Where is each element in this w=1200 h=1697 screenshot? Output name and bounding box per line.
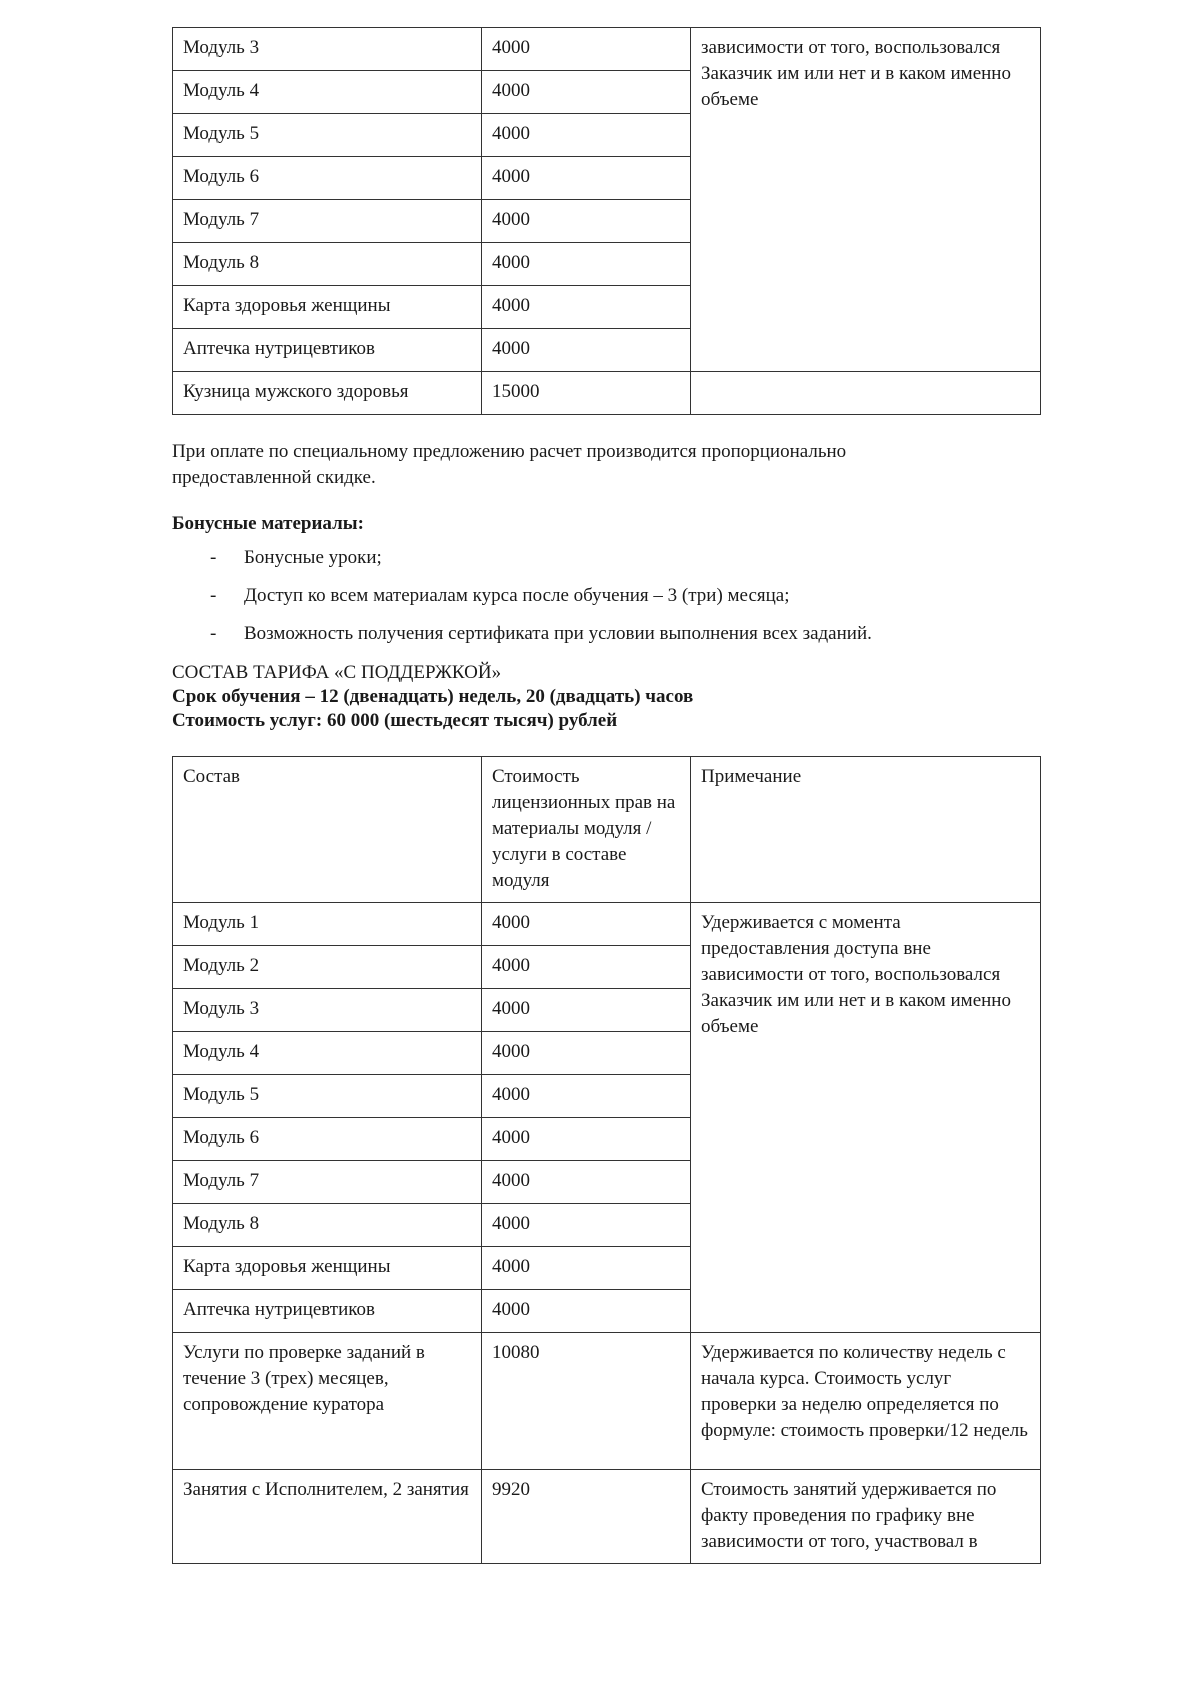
table-cell-price: 4000 bbox=[482, 114, 691, 157]
table-cell-name: Модуль 4 bbox=[173, 71, 482, 114]
table-cell-price: 4000 bbox=[482, 200, 691, 243]
table-cell-price: 4000 bbox=[482, 1161, 691, 1204]
table-cell-price: 4000 bbox=[482, 243, 691, 286]
table-cell-price: 10080 bbox=[482, 1333, 691, 1470]
table-cell-name: Карта здоровья женщины bbox=[173, 286, 482, 329]
table-cell-price: 4000 bbox=[482, 329, 691, 372]
table-cell-name: Модуль 6 bbox=[173, 157, 482, 200]
column-header-note: Примечание bbox=[691, 757, 1041, 903]
table-cell-note: Удерживается по количеству недель с начала курса. Стоимость услуг проверки за неделю определяется по формуле: стоимость проверки/12 недель bbox=[691, 1333, 1041, 1470]
table-cell-price: 4000 bbox=[482, 1032, 691, 1075]
table-cell-name: Модуль 2 bbox=[173, 946, 482, 989]
table-cell-price: 4000 bbox=[482, 286, 691, 329]
list-item: - Доступ ко всем материалам курса после обучения – 3 (три) месяца; bbox=[172, 583, 872, 621]
special-offer-paragraph: При оплате по специальному предложению расчет производится пропорционально предоставленной скидке. bbox=[172, 441, 847, 488]
tariff-cost: Стоимость услуг: 60 000 (шестьдесят тысяч) рублей bbox=[172, 710, 618, 731]
table-cell-name: Модуль 8 bbox=[173, 243, 482, 286]
table-row bbox=[173, 903, 1041, 946]
table-row bbox=[173, 28, 1041, 71]
table-cell-price: 4000 bbox=[482, 28, 691, 71]
table-cell-name: Модуль 6 bbox=[173, 1118, 482, 1161]
pricing-table-support bbox=[172, 756, 1041, 1564]
table-cell-name: Модуль 3 bbox=[173, 28, 482, 71]
table-cell-price: 4000 bbox=[482, 1075, 691, 1118]
pricing-table-basic bbox=[172, 27, 1041, 415]
list-item: - Возможность получения сертификата при условии выполнения всех заданий. bbox=[172, 621, 872, 659]
table-cell-name: Модуль 3 bbox=[173, 989, 482, 1032]
table-cell-name: Карта здоровья женщины bbox=[173, 1247, 482, 1290]
table-cell-name: Модуль 5 bbox=[173, 114, 482, 157]
list-item: - Бонусные уроки; bbox=[172, 545, 872, 583]
bonus-title: Бонусные материалы: bbox=[172, 513, 364, 534]
table-cell-note bbox=[691, 372, 1041, 415]
table-row bbox=[173, 1333, 1041, 1470]
table-cell-name: Модуль 1 bbox=[173, 903, 482, 946]
tariff-title: СОСТАВ ТАРИФА «С ПОДДЕРЖКОЙ» bbox=[172, 662, 502, 683]
table-cell-price: 4000 bbox=[482, 1204, 691, 1247]
table-cell-price: 4000 bbox=[482, 1247, 691, 1290]
table-cell-note: Стоимость занятий удерживается по факту проведения по графику вне зависимости от того, участвовал в bbox=[691, 1470, 1041, 1564]
bonus-list bbox=[172, 545, 872, 659]
column-header-cost: Стоимость лицензионных прав на материалы модуля / услуги в составе модуля bbox=[482, 757, 691, 903]
table-cell-price: 4000 bbox=[482, 1290, 691, 1333]
table-cell-name: Услуги по проверке заданий в течение 3 (трех) месяцев, сопровождение куратора bbox=[173, 1333, 482, 1470]
table-cell-price: 4000 bbox=[482, 903, 691, 946]
column-header-composition: Состав bbox=[173, 757, 482, 903]
table-cell-name: Модуль 4 bbox=[173, 1032, 482, 1075]
table-cell-price: 15000 bbox=[482, 372, 691, 415]
table-cell-name: Модуль 7 bbox=[173, 1161, 482, 1204]
table-header-row bbox=[173, 757, 1041, 903]
table-cell-note: зависимости от того, воспользовался Заказчик им или нет и в каком именно объеме bbox=[691, 28, 1041, 372]
table-row bbox=[173, 372, 1041, 415]
table-cell-name: Занятия с Исполнителем, 2 занятия bbox=[173, 1470, 482, 1564]
table-row bbox=[173, 1470, 1041, 1564]
table-cell-price: 4000 bbox=[482, 989, 691, 1032]
table-cell-price: 4000 bbox=[482, 71, 691, 114]
table-cell-price: 4000 bbox=[482, 946, 691, 989]
bullet-dash: - bbox=[210, 623, 217, 644]
tariff-duration: Срок обучения – 12 (двенадцать) недель, 20 (двадцать) часов bbox=[172, 686, 694, 707]
table-cell-name: Модуль 7 bbox=[173, 200, 482, 243]
table-cell-name: Аптечка нутрицевтиков bbox=[173, 329, 482, 372]
bullet-dash: - bbox=[210, 547, 217, 568]
table-cell-price: 4000 bbox=[482, 157, 691, 200]
table-cell-note: Удерживается с момента предоставления доступа вне зависимости от того, воспользовался Заказчик им или нет и в каком именно объеме bbox=[691, 903, 1041, 1333]
table-cell-price: 9920 bbox=[482, 1470, 691, 1564]
table-cell-price: 4000 bbox=[482, 1118, 691, 1161]
table-cell-name: Модуль 8 bbox=[173, 1204, 482, 1247]
table-cell-name: Кузница мужского здоровья bbox=[173, 372, 482, 415]
table-cell-name: Аптечка нутрицевтиков bbox=[173, 1290, 482, 1333]
table-cell-name: Модуль 5 bbox=[173, 1075, 482, 1118]
bullet-dash: - bbox=[210, 585, 217, 606]
